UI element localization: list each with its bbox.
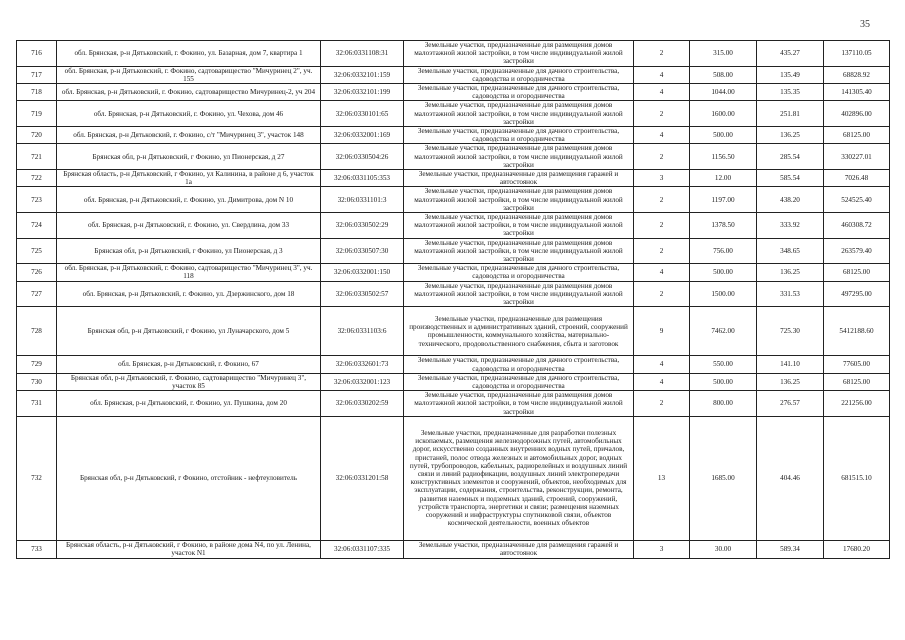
row-number: 719 [17,101,57,127]
parcel-area: 1685.00 [690,416,757,540]
page-number: 35 [860,19,870,30]
parcel-address: обл. Брянская, р-н Дятьковский, г. Фокино, ул. Базарная, дом 7, квартира 1 [57,41,321,67]
parcel-area: 550.00 [690,356,757,373]
parcel-area: 500.00 [690,373,757,390]
parcel-address: обл. Брянская, р-н Дятьковский, г. Фокино, ул. Димитрова, дом N 10 [57,187,321,213]
parcel-area: 12.00 [690,170,757,187]
row-number: 733 [17,540,57,558]
parcel-address: обл. Брянская, р-н Дятьковский, г. Фокино, садтоварищество "Мичуринец 3", уч. 118 [57,264,321,281]
parcel-address: Брянская область, р-н Дятьковский, г Фокино, ул Калинина, в районе д 6, участок 1а [57,170,321,187]
parcel-area: 508.00 [690,66,757,83]
parcel-address: обл. Брянская, р-н Дятьковский, г. Фокино, садтоварищество "Мичуринец 2", уч. 155 [57,66,321,83]
table-row [17,540,890,558]
cadastral-value: 524525.40 [824,187,890,213]
land-use-type: Земельные участки, предназначенные для дачного строительства, садоводства и огородничества [404,373,634,390]
cadastral-value: 7026.48 [824,170,890,187]
use-group-code: 2 [634,391,690,417]
parcel-area: 1500.00 [690,281,757,307]
cadastral-number: 32:06:0331107:335 [321,540,404,558]
specific-cadastral-value: 435.27 [757,41,824,67]
specific-cadastral-value: 725.30 [757,307,824,356]
specific-cadastral-value: 438.20 [757,187,824,213]
parcel-address: обл. Брянская, р-н Дятьковский, г. Фокино, с/т "Мичуринец 3", участок 148 [57,127,321,144]
land-use-type: Земельные участки, предназначенные для размещения гаражей и автостоянок [404,170,634,187]
specific-cadastral-value: 135.49 [757,66,824,83]
cadastral-number: 32:06:0331103:6 [321,307,404,356]
cadastral-number: 32:06:0332001:169 [321,127,404,144]
row-number: 725 [17,238,57,264]
use-group-code: 2 [634,144,690,170]
land-use-type: Земельные участки, предназначенные для дачного строительства, садоводства и огородничества [404,356,634,373]
specific-cadastral-value: 135.35 [757,84,824,101]
row-number: 729 [17,356,57,373]
row-number: 718 [17,84,57,101]
cadastral-number: 32:06:0332101:199 [321,84,404,101]
use-group-code: 2 [634,187,690,213]
row-number: 731 [17,391,57,417]
cadastral-value: 68125.00 [824,264,890,281]
use-group-code: 4 [634,127,690,144]
specific-cadastral-value: 136.25 [757,127,824,144]
parcel-area: 1600.00 [690,101,757,127]
parcel-area: 500.00 [690,127,757,144]
table-row [17,238,890,264]
land-use-type: Земельные участки, предназначенные для дачного строительства, садоводства и огородничества [404,264,634,281]
land-use-type: Земельные участки, предназначенные для размещения производственных и административных зданий, строений, сооружений промышленности, коммунального хозяйства, материально-технического, продовольственного снабжения, сбыта и заготовок [404,307,634,356]
cadastral-value: 221256.00 [824,391,890,417]
parcel-area: 315.00 [690,41,757,67]
parcel-address: обл. Брянская, р-н Дятьковский, г. Фокино, ул. Пушкина, дом 20 [57,391,321,417]
row-number: 716 [17,41,57,67]
row-number: 721 [17,144,57,170]
cadastral-number: 32:06:0330101:65 [321,101,404,127]
land-use-type: Земельные участки, предназначенные для дачного строительства, садоводства и огородничества [404,127,634,144]
specific-cadastral-value: 251.81 [757,101,824,127]
cadastral-value: 68828.92 [824,66,890,83]
cadastral-number: 32:06:0332101:159 [321,66,404,83]
table-row [17,127,890,144]
cadastral-value: 17680.20 [824,540,890,558]
land-use-type: Земельные участки, предназначенные для дачного строительства, садоводства и огородничества [404,66,634,83]
table-row [17,391,890,417]
parcel-address: обл. Брянская, р-н Дятьковский, г. Фокино, 67 [57,356,321,373]
specific-cadastral-value: 141.10 [757,356,824,373]
land-use-type: Земельные участки, предназначенные для разработки полезных ископаемых, размещения железнодорожных путей, автомобильных дорог, искусственно созданных внутренних водных путей, причалов, пристаней, полос отвода железных и автомобильных дорог, водных путей, трубопроводов, кабельных, радиорелейных и воздушных линий связи и линий радиофикации, воздушных линий электропередачи конструктивных элементов и сооружений, объектов, необходимых для эксплуатации, содержания, строительства, реконструкции, ремонта, развития наземных и подземных зданий, строений, сооружений, устройств транспорта, энергетики и связи; размещения наземных сооружений и инфраструктуры спутниковой связи, объектов космической деятельности, военных объектов [404,416,634,540]
table-row [17,213,890,239]
cadastral-number: 32:06:0330504:26 [321,144,404,170]
specific-cadastral-value: 285.54 [757,144,824,170]
use-group-code: 4 [634,264,690,281]
specific-cadastral-value: 589.34 [757,540,824,558]
row-number: 720 [17,127,57,144]
table-row [17,307,890,356]
use-group-code: 9 [634,307,690,356]
cadastral-number: 32:06:0330502:57 [321,281,404,307]
parcel-area: 1378.50 [690,213,757,239]
cadastral-number: 32:06:0331201:58 [321,416,404,540]
cadastral-number: 32:06:0331105:353 [321,170,404,187]
use-group-code: 4 [634,84,690,101]
use-group-code: 4 [634,66,690,83]
table-row [17,41,890,67]
use-group-code: 2 [634,101,690,127]
specific-cadastral-value: 136.25 [757,264,824,281]
table-row [17,281,890,307]
parcel-area: 500.00 [690,264,757,281]
cadastral-value: 77605.00 [824,356,890,373]
parcel-address: Брянская обл, р-н Дятьковский, г Фокино, ул Пионерская, д 3 [57,238,321,264]
specific-cadastral-value: 585.54 [757,170,824,187]
table-row [17,356,890,373]
cadastral-number: 32:06:0332001:123 [321,373,404,390]
table-row [17,170,890,187]
parcel-address: Брянская обл, р-н Дятьковский, г Фокино, ул Луначарского, дом 5 [57,307,321,356]
use-group-code: 4 [634,373,690,390]
parcel-address: обл. Брянская, р-н Дятьковский, г. Фокино, садтоварищество Мичуринец-2, уч 204 [57,84,321,101]
land-use-type: Земельные участки, предназначенные для размещения домов малоэтажной жилой застройки, в том числе индивидуальной жилой застройки [404,187,634,213]
use-group-code: 13 [634,416,690,540]
row-number: 722 [17,170,57,187]
cadastral-value: 68125.00 [824,127,890,144]
parcel-area: 30.00 [690,540,757,558]
land-use-type: Земельные участки, предназначенные для размещения гаражей и автостоянок [404,540,634,558]
row-number: 723 [17,187,57,213]
specific-cadastral-value: 331.53 [757,281,824,307]
cadastral-value: 330227.01 [824,144,890,170]
specific-cadastral-value: 404.46 [757,416,824,540]
cadastral-value: 497295.00 [824,281,890,307]
row-number: 724 [17,213,57,239]
parcel-address: Брянская обл, р-н Дятьковский, г. Фокино, садтоварищество "Мичуринец 3", участок 85 [57,373,321,390]
cadastral-value: 68125.00 [824,373,890,390]
table-row [17,101,890,127]
cadastral-value: 402896.00 [824,101,890,127]
parcel-address: Брянская обл, р-н Дятьковский, г Фокино, ул Пионерская, д 27 [57,144,321,170]
land-use-type: Земельные участки, предназначенные для размещения домов малоэтажной жилой застройки, в том числе индивидуальной жилой застройки [404,238,634,264]
parcel-address: обл. Брянская, р-н Дятьковский, г. Фокино, ул. Чехова, дом 46 [57,101,321,127]
specific-cadastral-value: 348.65 [757,238,824,264]
table-row [17,187,890,213]
use-group-code: 2 [634,238,690,264]
use-group-code: 3 [634,170,690,187]
cadastral-number: 32:06:0330507:30 [321,238,404,264]
cadastral-value: 460308.72 [824,213,890,239]
land-use-type: Земельные участки, предназначенные для размещения домов малоэтажной жилой застройки, в том числе индивидуальной жилой застройки [404,391,634,417]
specific-cadastral-value: 333.92 [757,213,824,239]
land-use-type: Земельные участки, предназначенные для размещения домов малоэтажной жилой застройки, в том числе индивидуальной жилой застройки [404,213,634,239]
parcel-address: обл. Брянская, р-н Дятьковский, г. Фокино, ул. Свердлина, дом 33 [57,213,321,239]
table-row [17,84,890,101]
cadastral-number: 32:06:0332601:73 [321,356,404,373]
specific-cadastral-value: 136.25 [757,373,824,390]
cadastral-register-table [16,40,890,559]
row-number: 732 [17,416,57,540]
cadastral-number: 32:06:0331101:3 [321,187,404,213]
cadastral-number: 32:06:0330202:59 [321,391,404,417]
parcel-area: 1197.00 [690,187,757,213]
cadastral-value: 681515.10 [824,416,890,540]
table-row [17,66,890,83]
parcel-address: Брянская обл, р-н Дятьковский, г Фокино, отстойник - нефтеуловитель [57,416,321,540]
row-number: 726 [17,264,57,281]
cadastral-value: 263579.40 [824,238,890,264]
row-number: 730 [17,373,57,390]
table-row [17,416,890,540]
use-group-code: 2 [634,41,690,67]
parcel-area: 1044.00 [690,84,757,101]
cadastral-number: 32:06:0332001:150 [321,264,404,281]
use-group-code: 3 [634,540,690,558]
parcel-address: Брянская область, р-н Дятьковский, г Фокино, в районе дома N4, по ул. Ленина, участок N1 [57,540,321,558]
parcel-area: 1156.50 [690,144,757,170]
land-use-type: Земельные участки, предназначенные для дачного строительства, садоводства и огородничества [404,84,634,101]
parcel-area: 7462.00 [690,307,757,356]
cadastral-number: 32:06:0331108:31 [321,41,404,67]
parcel-area: 800.00 [690,391,757,417]
table-row [17,373,890,390]
specific-cadastral-value: 276.57 [757,391,824,417]
use-group-code: 4 [634,356,690,373]
row-number: 727 [17,281,57,307]
table-row [17,264,890,281]
land-use-type: Земельные участки, предназначенные для размещения домов малоэтажной жилой застройки, в том числе индивидуальной жилой застройки [404,144,634,170]
land-use-type: Земельные участки, предназначенные для размещения домов малоэтажной жилой застройки, в том числе индивидуальной жилой застройки [404,41,634,67]
cadastral-number: 32:06:0330502:29 [321,213,404,239]
cadastral-value: 5412188.60 [824,307,890,356]
cadastral-value: 141305.40 [824,84,890,101]
table-row [17,144,890,170]
use-group-code: 2 [634,213,690,239]
land-use-type: Земельные участки, предназначенные для размещения домов малоэтажной жилой застройки, в том числе индивидуальной жилой застройки [404,101,634,127]
parcel-address: обл. Брянская, р-н Дятьковский, г. Фокино, ул. Дзержинского, дом 18 [57,281,321,307]
row-number: 728 [17,307,57,356]
cadastral-value: 137110.05 [824,41,890,67]
use-group-code: 2 [634,281,690,307]
row-number: 717 [17,66,57,83]
land-use-type: Земельные участки, предназначенные для размещения домов малоэтажной жилой застройки, в том числе индивидуальной жилой застройки [404,281,634,307]
parcel-area: 756.00 [690,238,757,264]
